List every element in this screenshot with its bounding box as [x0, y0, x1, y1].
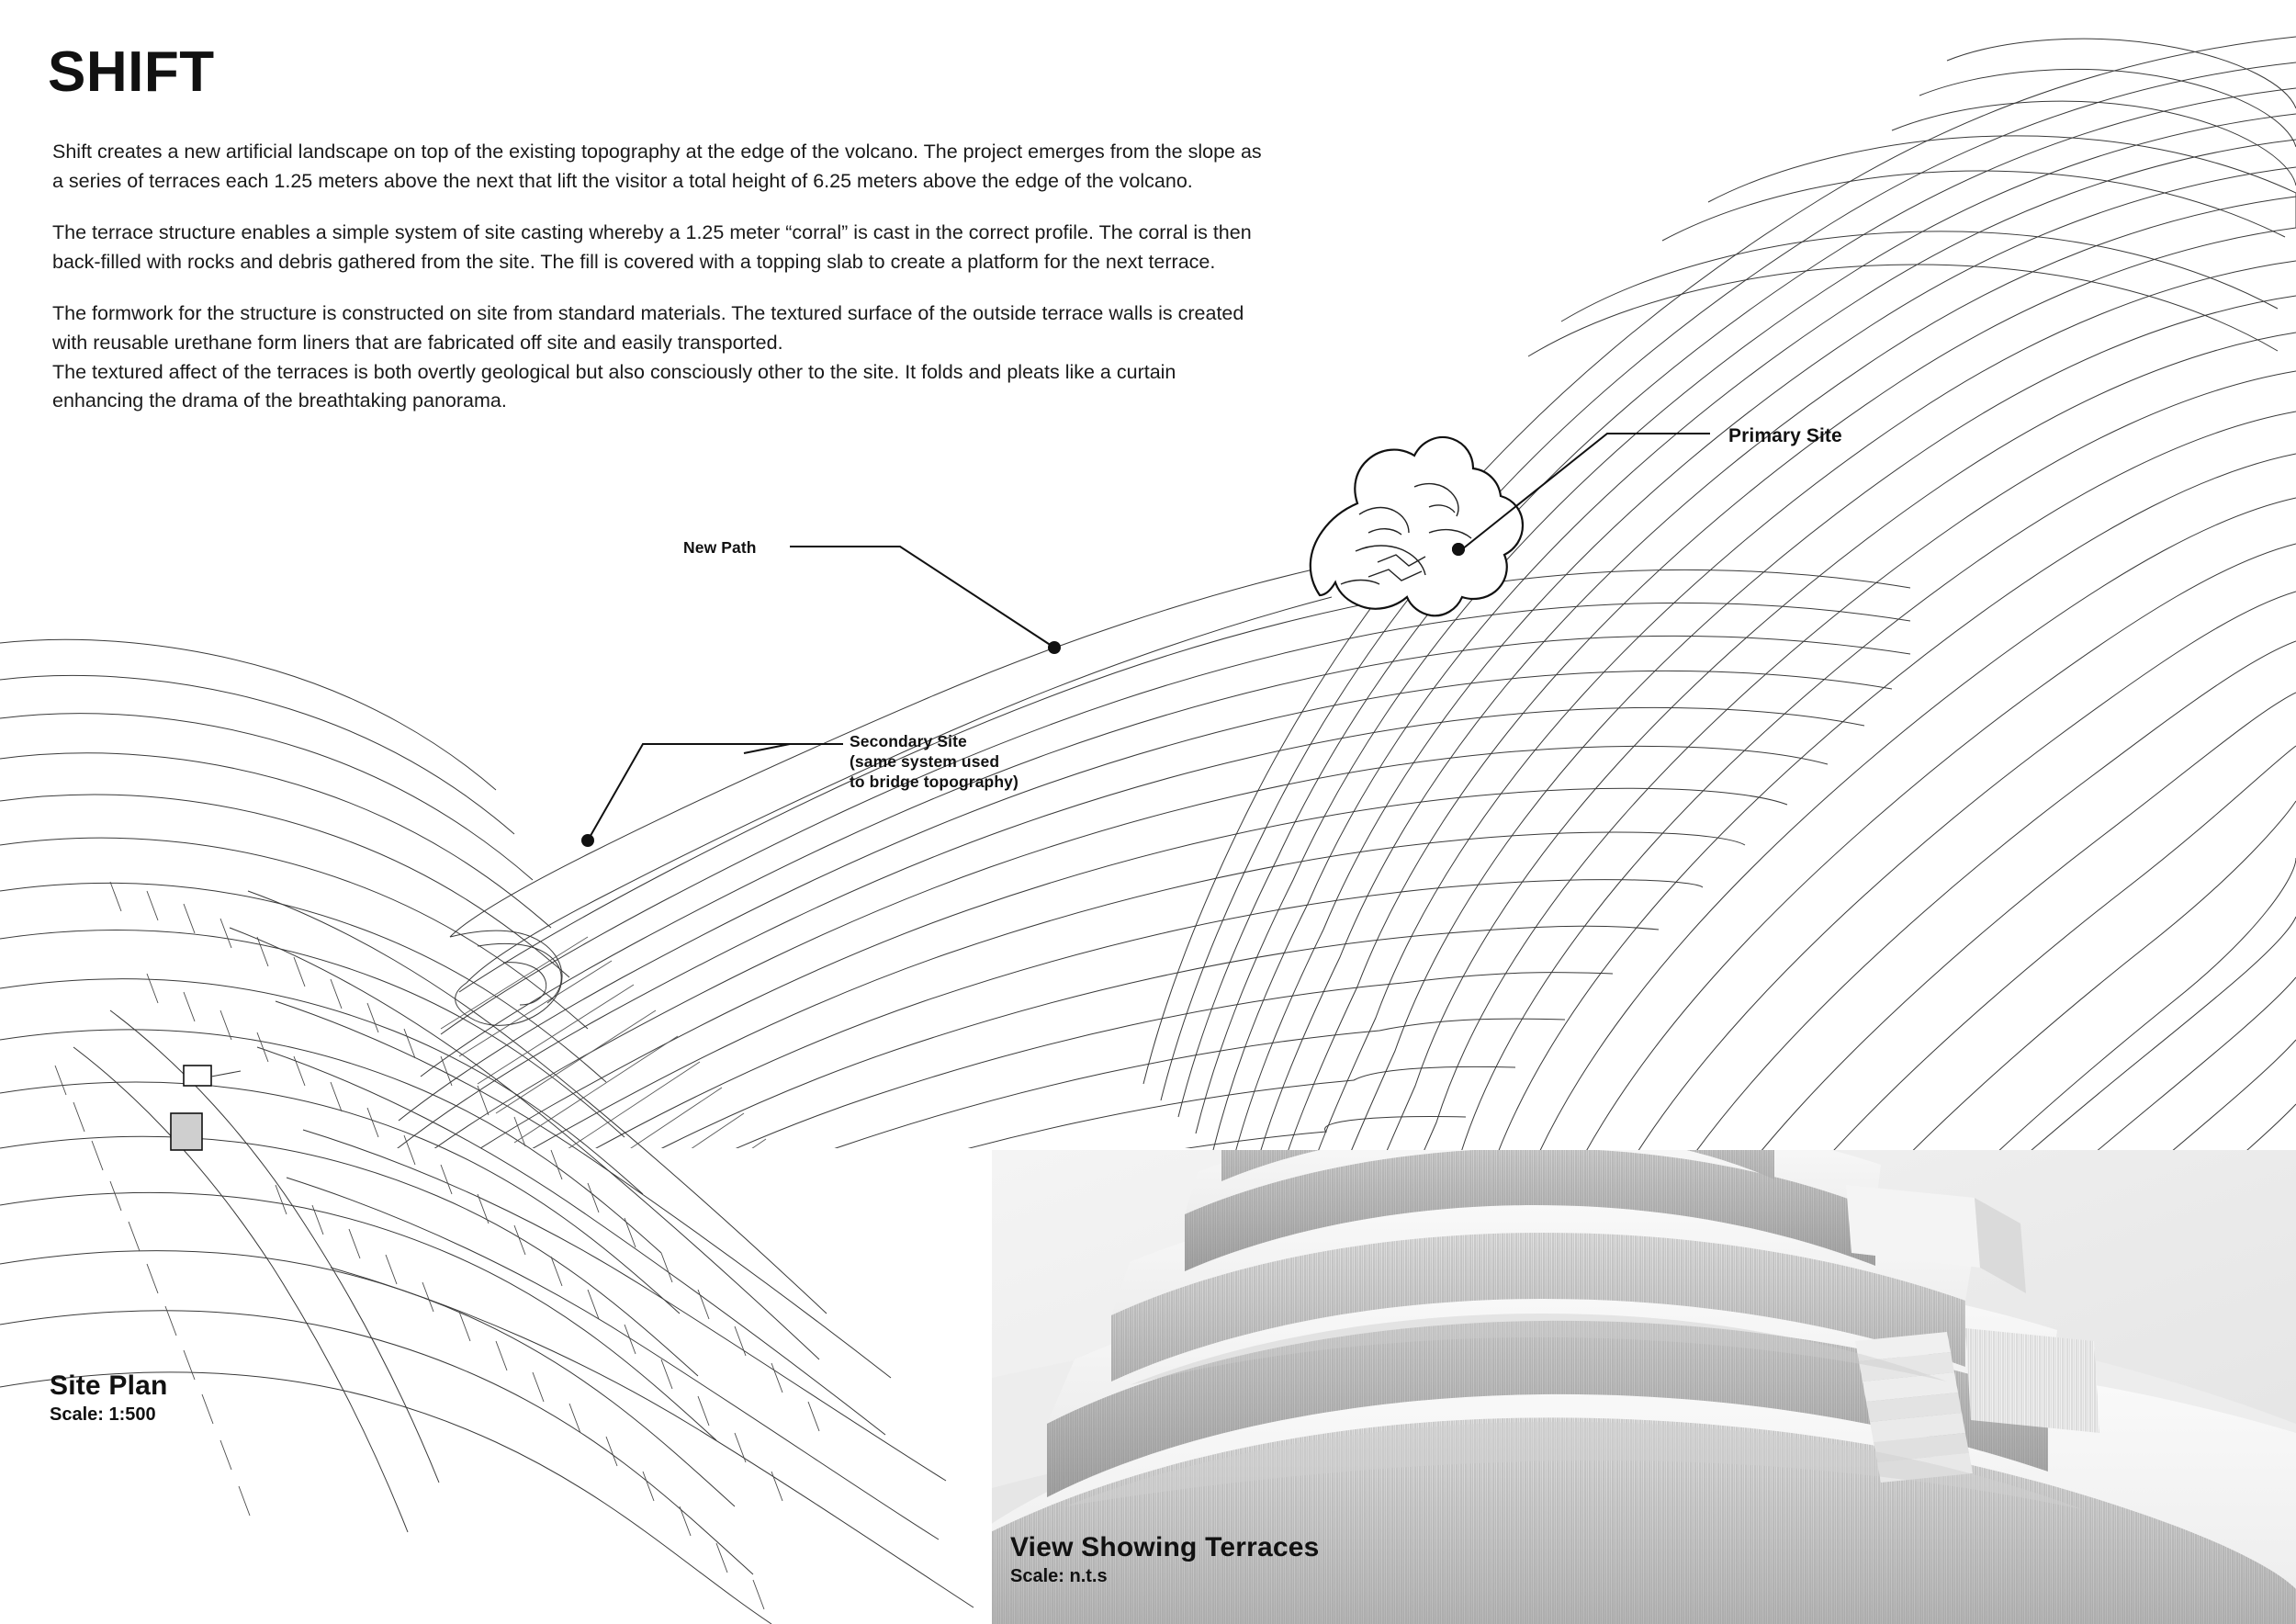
description-paragraph-4: The textured affect of the terraces is both overtly geological but also consciously other to the site. It folds and pleats like a curtain enhancing the drama of the breathtaking panorama.: [52, 360, 1176, 412]
page-title: SHIFT: [48, 40, 215, 104]
plan-structures: [171, 1066, 241, 1150]
annotation-secondary-line-1: Secondary Site: [850, 732, 967, 750]
site-plan-caption: [50, 1370, 168, 1426]
terrace-caption-scale: Scale: n.t.s: [1010, 1566, 1108, 1586]
description-paragraph-3: The formwork for the structure is constructed on site from standard materials. The textured surface of the outside terrace walls is created with reusable urethane form liners that are fabricated off site and easily transported.: [52, 302, 1244, 354]
contour-hatching-left: [55, 882, 819, 1609]
description-paragraph-2: The terrace structure enables a simple system of site casting whereby a 1.25 meter “corral” is cast in the correct profile. The corral is then back-filled with rocks and debris gathered from the site. The fill is covered with a topping slab to create a platform for the next terrace.: [52, 221, 1252, 273]
terrace-view-caption: [1010, 1532, 1320, 1587]
annotation-primary-site: Primary Site: [1728, 425, 1842, 446]
site-plan-caption-title: Site Plan: [50, 1370, 168, 1401]
contour-group-left-valley: [0, 639, 974, 1624]
render-geometry: [992, 930, 2296, 1624]
annotation-secondary-line-3: to bridge topography): [850, 772, 1019, 791]
contour-group-summit: [1528, 39, 2296, 356]
description-paragraph-1: Shift creates a new artificial landscape on top of the existing topography at the edge of the volcano. The project emerges from the slope as a series of terraces each 1.25 meters above the next that lift the visitor a total height of 6.25 meters above the edge of the volcano.: [52, 141, 1262, 192]
terrace-caption-title: View Showing Terraces: [1010, 1532, 1320, 1562]
annotation-secondary-line-2: (same system used: [850, 751, 1000, 771]
annotation-secondary-site: [850, 732, 1019, 793]
annotation-new-path: New Path: [683, 538, 757, 557]
project-description: [52, 138, 1265, 439]
site-plan-caption-scale: Scale: 1:500: [50, 1404, 156, 1425]
terrace-render: [992, 790, 2296, 1624]
